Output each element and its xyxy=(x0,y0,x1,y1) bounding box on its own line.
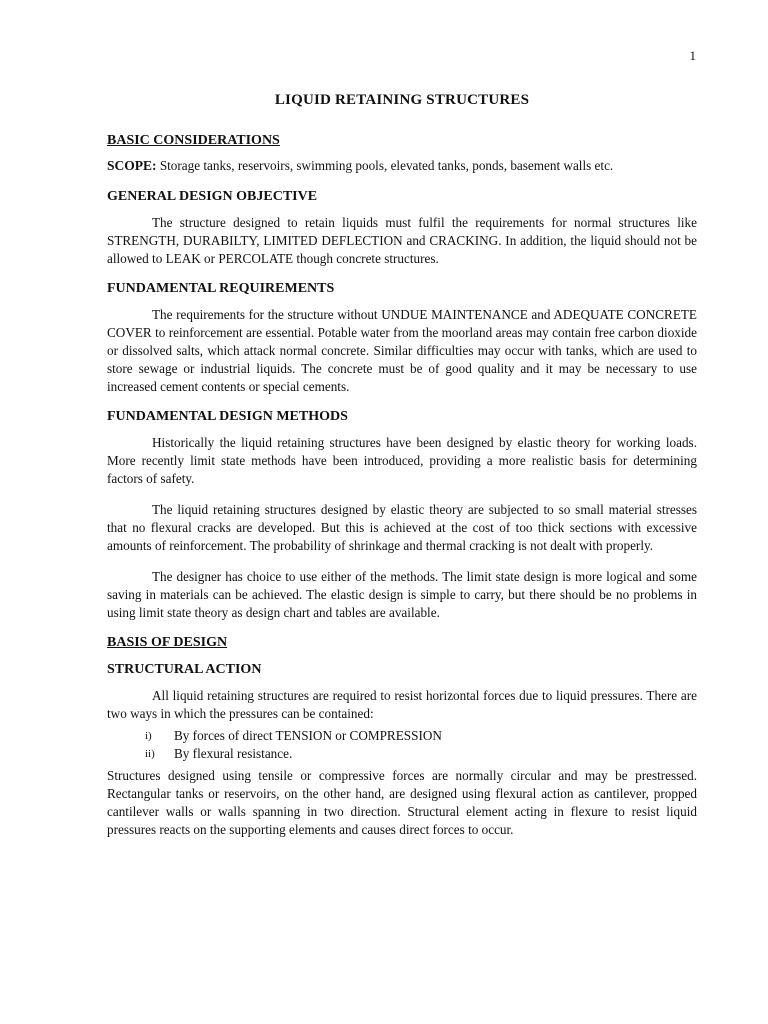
page-number: 1 xyxy=(689,48,696,63)
heading-general-design-objective: GENERAL DESIGN OBJECTIVE xyxy=(107,189,318,204)
methods-paragraph-3: The designer has choice to use either of the methods. The limit state design is more logical and some saving in materials can be achieved. The elastic design is simple to carry, but there should be no problems in using limit state theory as design chart and tables are available. xyxy=(107,569,697,620)
list-item-text: By forces of direct TENSION or COMPRESSION xyxy=(174,728,442,743)
list-item-number: ii) xyxy=(145,748,155,760)
scope-text: Storage tanks, reservoirs, swimming pools, elevated tanks, ponds, basement walls etc. xyxy=(156,158,614,173)
heading-fundamental-design-methods: FUNDAMENTAL DESIGN METHODS xyxy=(107,409,348,424)
list-item-text: By flexural resistance. xyxy=(174,746,293,761)
section-heading-basis-of-design: BASIS OF DESIGN xyxy=(107,635,228,650)
heading-structural-action: STRUCTURAL ACTION xyxy=(107,662,262,677)
methods-paragraph-1: Historically the liquid retaining structures have been designed by elastic theory for working loads. More recently limit state methods have been introduced, providing a more realistic basis for determining factors of safety. xyxy=(107,435,697,486)
section-heading-basic-considerations: BASIC CONSIDERATIONS xyxy=(107,133,280,148)
list-item xyxy=(145,745,697,763)
structural-action-intro: All liquid retaining structures are required to resist horizontal forces due to liquid pressures. There are two ways in which the pressures can be contained: xyxy=(107,688,697,721)
scope-label: SCOPE: xyxy=(107,158,157,173)
document-title: LIQUID RETAINING STRUCTURES xyxy=(274,92,530,108)
document-body xyxy=(107,92,697,852)
scope-paragraph xyxy=(107,157,697,175)
heading-fundamental-requirements: FUNDAMENTAL REQUIREMENTS xyxy=(107,281,335,296)
structural-action-closing: Structures designed using tensile or compressive forces are normally circular and may be prestressed. Rectangular tanks or reservoirs, on the other hand, are designed using flexural action as cantilever, propped cantilever walls or walls spanning in two direction. Structural element acting in flexure to resist liquid pressures reacts on the supporting elements and causes direct forces to occur. xyxy=(107,768,697,837)
list-item-number: i) xyxy=(145,730,152,742)
objective-paragraph: The structure designed to retain liquids must fulfil the requirements for normal structures like STRENGTH, DURABILTY, LIMITED DEFLECTION and CRACKING. In addition, the liquid should not be allowed to LEAK or PERCOLATE though concrete structures. xyxy=(107,215,697,266)
list-item xyxy=(145,727,697,745)
pressure-methods-list xyxy=(145,727,697,763)
requirements-paragraph: The requirements for the structure without UNDUE MAINTENANCE and ADEQUATE CONCRETE COVER to reinforcement are essential. Potable water from the moorland areas may contain free carbon dioxide or dissolved salts, which attack normal concrete. Similar difficulties may occur with tanks, which are used to store sewage or industrial liquids. The concrete must be of good quality and it may be necessary to use increased cement contents or special cements. xyxy=(107,307,697,394)
methods-paragraph-2: The liquid retaining structures designed by elastic theory are subjected to so small material stresses that no flexural cracks are developed. But this is achieved at the cost of too thick sections with excessive amounts of reinforcement. The probability of shrinkage and thermal cracking is not dealt with properly. xyxy=(107,502,697,553)
